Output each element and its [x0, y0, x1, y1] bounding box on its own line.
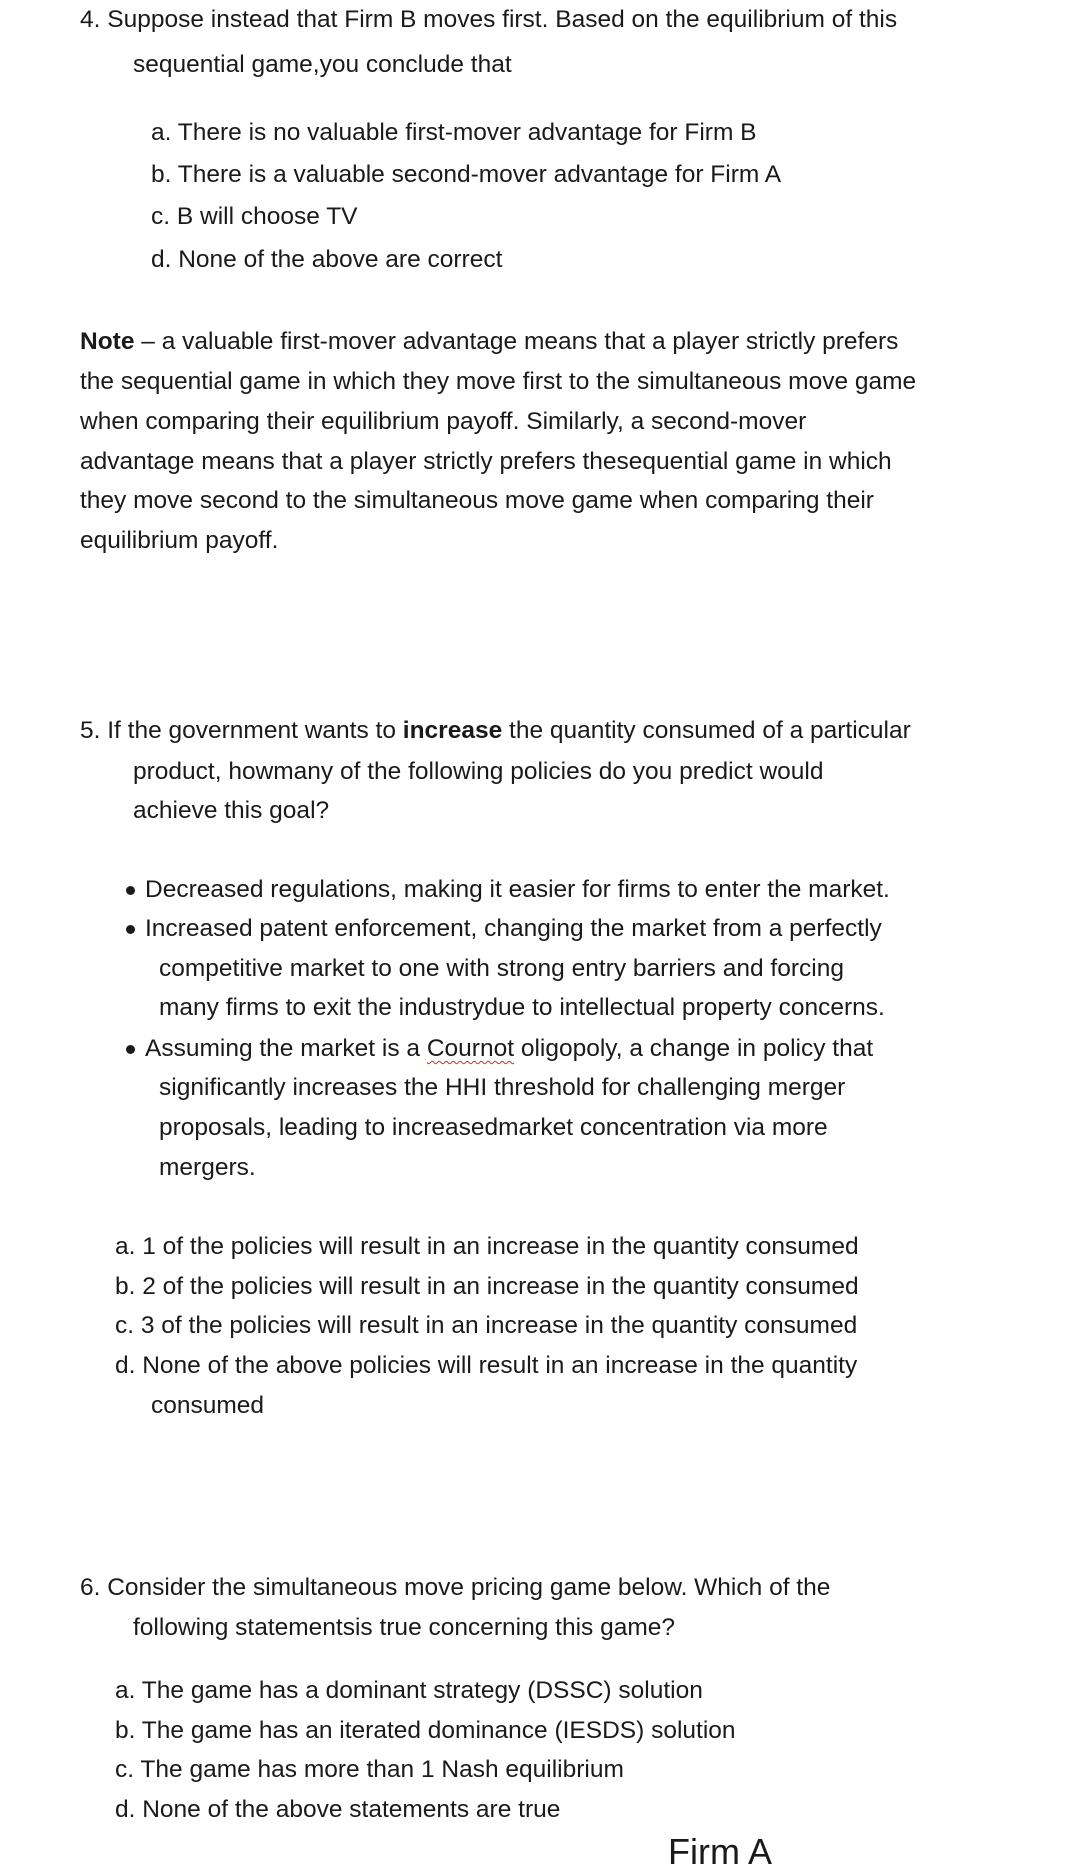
note-line-2: the sequential game in which they move first to the simultaneous move game	[80, 368, 917, 395]
q5-stem-line-2: product, howmany of the following policies do you predict would	[133, 758, 824, 785]
q5-policy-2-line-2: competitive market to one with strong entry barriers and forcing	[159, 955, 844, 982]
q6-stem-line-2: following statementsis true concerning this game?	[133, 1614, 676, 1641]
q4-option-c: c. B will choose TV	[151, 203, 358, 230]
q4-option-a: a. There is no valuable first-mover advantage for Firm B	[151, 119, 757, 146]
q6-option-b: b. The game has an iterated dominance (IESDS) solution	[115, 1717, 736, 1744]
q5-policy-3-pre: Assuming the market is a	[145, 1035, 427, 1062]
q5-option-a: a. 1 of the policies will result in an increase in the quantity consumed	[115, 1233, 859, 1260]
q5-policy-2-line-1: Increased patent enforcement, changing the market from a perfectly	[145, 915, 882, 942]
q5-stem-post: the quantity consumed of a particular	[502, 717, 911, 744]
payoff-table-header-firm-a: Firm A	[668, 1831, 772, 1872]
q4-stem-line-2: sequential game,you conclude that	[133, 51, 512, 78]
q5-option-d-line-2: consumed	[151, 1392, 265, 1419]
q5-policy-3-post: oligopoly, a change in policy that	[514, 1035, 874, 1062]
q5-option-d-line-1: d. None of the above policies will result in an increase in the quantity	[115, 1352, 858, 1379]
note-line-3: when comparing their equilibrium payoff. Similarly, a second-mover	[80, 408, 807, 435]
q5-policy-1: Decreased regulations, making it easier for firms to enter the market.	[145, 876, 890, 903]
q5-policy-2-line-3: many firms to exit the industrydue to intellectual property concerns.	[159, 994, 885, 1021]
note-line-4: advantage means that a player strictly prefers thesequential game in which	[80, 448, 892, 475]
note-line-5: they move second to the simultaneous move game when comparing their	[80, 487, 874, 514]
note-label: Note	[80, 328, 135, 355]
spellcheck-word: Cournot	[426, 1035, 515, 1062]
q4-stem-line-1: 4. Suppose instead that Firm B moves first. Based on the equilibrium of this	[80, 6, 898, 33]
q5-stem-line-1	[80, 711, 911, 751]
q5-option-b: b. 2 of the policies will result in an increase in the quantity consumed	[115, 1273, 859, 1300]
bullet-icon	[126, 886, 135, 895]
q5-policy-3-line-4: mergers.	[159, 1154, 256, 1181]
q5-stem-pre: 5. If the government wants to	[80, 717, 403, 744]
q6-option-d: d. None of the above statements are true	[115, 1796, 561, 1823]
note-line-1	[80, 322, 898, 362]
q5-stem-line-3: achieve this goal?	[133, 797, 330, 824]
q5-policy-3-line-2: significantly increases the HHI threshold for challenging merger	[159, 1074, 846, 1101]
q6-option-a: a. The game has a dominant strategy (DSSC) solution	[115, 1677, 703, 1704]
bullet-icon	[126, 925, 135, 934]
bullet-icon	[126, 1045, 135, 1054]
q5-policy-3-line-3: proposals, leading to increasedmarket concentration via more	[159, 1114, 828, 1141]
note-line-1-text: – a valuable first-mover advantage means that a player strictly prefers	[134, 328, 899, 355]
q5-option-c: c. 3 of the policies will result in an increase in the quantity consumed	[115, 1312, 858, 1339]
q5-stem-emphasis: increase	[402, 717, 503, 744]
q6-stem-line-1: 6. Consider the simultaneous move pricing game below. Which of the	[80, 1574, 831, 1601]
q6-option-c: c. The game has more than 1 Nash equilibrium	[115, 1756, 624, 1783]
q4-option-b: b. There is a valuable second-mover advantage for Firm A	[151, 161, 782, 188]
q5-policy-3-line-1	[145, 1029, 873, 1069]
note-line-6: equilibrium payoff.	[80, 527, 279, 554]
q4-option-d: d. None of the above are correct	[151, 246, 503, 273]
